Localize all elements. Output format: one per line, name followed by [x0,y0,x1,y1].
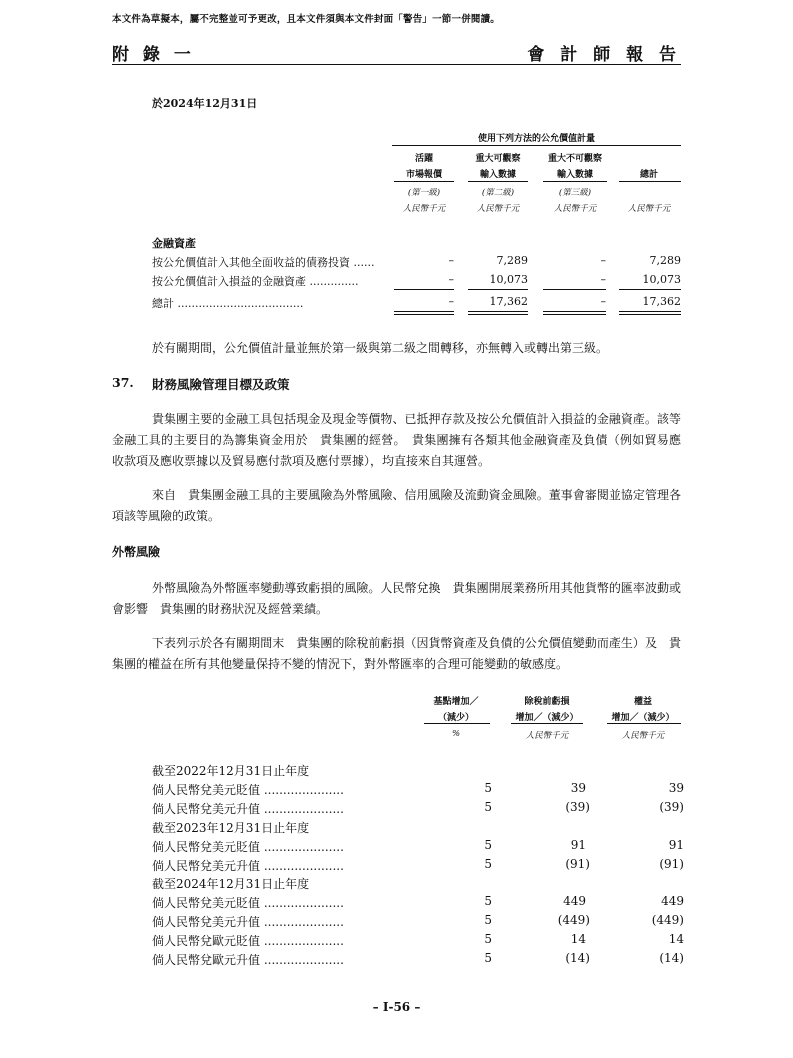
leader-dots: .............. [306,275,359,288]
sens-col3-h2: 增加／（減少） [611,713,675,723]
fv-cell: – [600,273,606,286]
sens-col1-h2: （減少） [437,713,474,723]
appendix-title: 附 錄 一 [112,45,195,65]
sens-cell: (449) [651,913,684,927]
total-double-rule [394,311,454,315]
sens-cell: (91) [565,857,590,871]
subtotal-rule [394,289,454,290]
sens-row-label: 倘人民幣兌歐元升值 ..................... [152,953,344,967]
sens-row-label: 倘人民幣兌美元升值 ..................... [152,915,344,929]
fv-cell: 10,073 [489,273,528,286]
fv-col2-unit: 人民幣千元 [476,204,520,214]
report-title: 會 計 師 報 告 [527,45,681,65]
sens-cell: 91 [570,838,586,852]
fv-cell: – [448,254,454,267]
fv-date: 於2024年12月31日 [152,97,258,110]
subtotal-rule [468,289,528,290]
sens-cell: (39) [659,800,684,814]
sens-cell: 91 [668,838,684,852]
total-double-rule [468,311,528,315]
fv-cell: 7,289 [649,254,681,267]
paragraph-risks: 來自 貴集團金融工具的主要風險為外幣風險、信用風險及流動資金風險。董事會審閱並協定管理各項該等風險的政策。 [112,488,681,523]
paragraph-sensitivity: 下表列示於各有關期間末 貴集團的除稅前虧損（因貨幣資產及負債的公允價值變動而產生）及 貴集團的權益在所有其他變量保持不變的情況下，對外幣匯率的合理可能變動的敏感度。 [112,636,681,671]
fv-note: 於有關期間，公允價值計量並無於第一級與第二級之間轉移，亦無轉入或轉出第三級。 [152,341,609,355]
fv-group-rule [392,145,681,146]
subtotal-rule [543,289,606,290]
sens-cell: 5 [484,894,492,908]
fv-col4-rule [619,181,681,182]
leader-dots: ...... [350,256,375,269]
fv-col3-rule [543,181,607,182]
fv-row [152,254,374,270]
sens-group-title: 截至2024年12月31日止年度 [152,877,310,891]
sens-group-title: 截至2022年12月31日止年度 [152,764,310,778]
fv-total-cell: 17,362 [489,295,528,308]
fv-col1-rule [394,181,454,182]
fv-col2-level: (第二級) [481,188,515,198]
sens-col3-h1: 權益 [633,697,652,707]
fv-total-label: 總計 [152,297,174,310]
fv-col3-h1: 重大不可觀察 [547,154,602,164]
sens-cell: 5 [484,838,492,852]
fv-row-label: 按公允價值計入損益的金融資產 [152,275,306,288]
sens-row-label: 倘人民幣兌美元貶值 ..................... [152,783,344,797]
sens-group-title: 截至2023年12月31日止年度 [152,821,310,835]
sens-row-label: 倘人民幣兌美元升值 ..................... [152,859,344,873]
fv-section-title: 金融資產 [152,237,196,250]
fv-col3-level: (第三級) [558,188,592,198]
fv-col2-rule [468,181,528,182]
fv-col2-h2: 輸入數據 [479,170,516,180]
sens-cell: 5 [484,857,492,871]
sens-cell: 39 [570,781,586,795]
fv-total-cell: – [448,295,454,308]
fv-col3-h2: 輸入數據 [556,170,593,180]
sens-cell: (39) [565,800,590,814]
sens-cell: 5 [484,913,492,927]
fv-total-row [152,295,303,311]
draft-warning: 本文件為草擬本，屬不完整並可予更改，且本文件須與本文件封面「警告」一節一併閱讀。 [112,14,501,25]
fv-row [152,273,358,289]
fv-cell: 10,073 [642,273,681,286]
sens-cell: 449 [661,894,684,908]
sens-row-label: 倘人民幣兌美元貶值 ..................... [152,840,344,854]
section-title: 財務風險管理目標及政策 [152,377,290,392]
section-number: 37. [112,375,134,390]
total-double-rule [543,311,606,315]
sens-cell: 5 [484,800,492,814]
sens-cell: 5 [484,932,492,946]
sens-cell: (449) [557,913,590,927]
sens-col2-h2: 增加／（減少） [515,713,579,723]
sens-cell: (14) [659,951,684,965]
sens-row-label: 倘人民幣兌美元貶值 ..................... [152,896,344,910]
fv-col1-unit: 人民幣千元 [402,204,446,214]
fv-cell: – [600,254,606,267]
fv-col2-h1: 重大可觀察 [475,154,521,164]
sens-col2-unit: 人民幣千元 [525,731,569,741]
total-double-rule [619,311,681,315]
fv-col4-h2: 總計 [639,170,658,180]
sens-col2-h1: 除稅前虧損 [524,697,570,707]
header-rule [112,64,681,65]
subsection-title: 外幣風險 [112,545,161,559]
sens-col1-unit: % [451,729,461,739]
sens-cell: 5 [484,781,492,795]
sens-col2-rule [511,723,583,724]
sens-cell: 14 [668,932,684,946]
sens-cell: (91) [659,857,684,871]
subtotal-rule [619,289,681,290]
sens-cell: 39 [668,781,684,795]
sens-col1-h1: 基點增加／ [433,697,479,707]
paragraph-fx-risk: 外幣風險為外幣匯率變動導致虧損的風險。人民幣兌換 貴集團開展業務所用其他貨幣的匯率波動或會影響 貴集團的財務狀況及經營業績。 [112,581,681,616]
sens-row-label: 倘人民幣兌歐元貶值 ..................... [152,934,344,948]
fv-row-label: 按公允價值計入其他全面收益的債務投資 [152,256,350,269]
page-number: – I-56 – [372,1000,421,1014]
fv-cell: 7,289 [496,254,528,267]
fv-col4-unit: 人民幣千元 [627,204,671,214]
paragraph-instruments: 貴集團主要的金融工具包括現金及現金等價物、已抵押存款及按公允價值計入損益的金融資產。該等金融工具的主要目的為籌集資金用於 貴集團的經營。 貴集團擁有各類其他金融資產及負債（例如貿易應收款項及應收票據以及貿易應付款項及應付票據），均直接來自其運營。 [112,412,681,468]
sens-cell: 14 [570,932,586,946]
fv-total-cell: 17,362 [642,295,681,308]
sens-cell: 449 [563,894,586,908]
sens-cell: (14) [565,951,590,965]
sens-cell: 5 [484,951,492,965]
sens-col3-unit: 人民幣千元 [621,731,665,741]
fv-col1-h1: 活躍 [414,154,433,164]
fv-col1-h2: 市場報價 [405,170,442,180]
sens-col3-rule [607,723,681,724]
fv-col3-unit: 人民幣千元 [553,204,597,214]
sens-row-label: 倘人民幣兌美元升值 ..................... [152,802,344,816]
fv-total-cell: – [600,295,606,308]
fv-group-header: 使用下列方法的公允價值計量 [477,134,595,144]
fv-cell: – [448,273,454,286]
fv-col1-level: (第一級) [407,188,441,198]
leader-dots: .................................... [174,297,304,310]
sens-col1-rule [424,723,490,724]
